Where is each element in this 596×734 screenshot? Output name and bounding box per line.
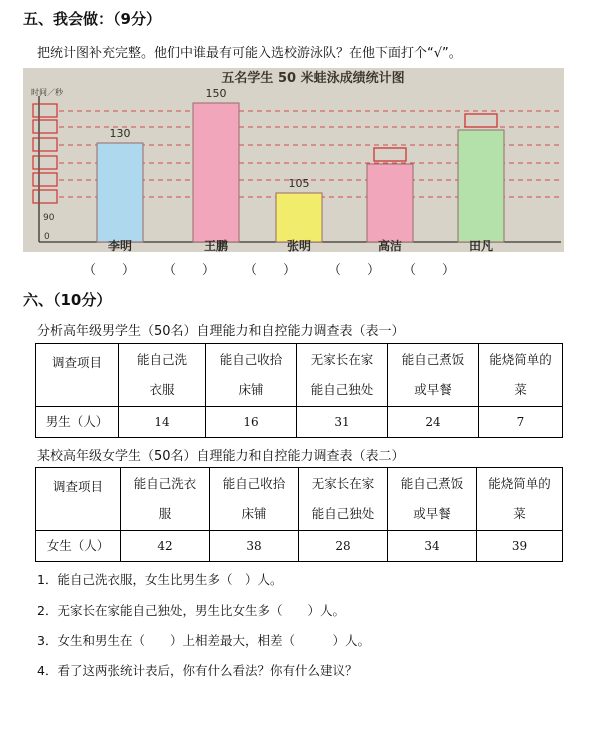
boys-survey-table bbox=[35, 343, 563, 438]
header-line: 服 bbox=[158, 506, 172, 521]
chart-y-label: 时间／秒 bbox=[31, 88, 63, 97]
header-line: 床铺 bbox=[241, 506, 267, 521]
table-cell: 39 bbox=[477, 531, 563, 562]
swim-chart bbox=[23, 68, 564, 252]
chart-bar-4 bbox=[367, 164, 413, 242]
table-header-cell bbox=[388, 468, 477, 531]
table-header-row bbox=[36, 344, 563, 407]
header-line: 无家长在家 bbox=[311, 476, 375, 491]
section5-title: 五、我会做：（9分） bbox=[23, 10, 161, 28]
chart-bar-1 bbox=[97, 143, 143, 242]
table-header-cell bbox=[210, 468, 299, 531]
table-header-cell bbox=[206, 344, 297, 407]
table-header-cell bbox=[119, 344, 206, 407]
table-row bbox=[36, 407, 563, 438]
girls-survey-table bbox=[35, 467, 563, 562]
table-row bbox=[36, 531, 563, 562]
chart-bar-2 bbox=[193, 103, 239, 242]
table-cell: 42 bbox=[121, 531, 210, 562]
header-line: 能自己煮饭 bbox=[400, 476, 464, 491]
header-line: 或早餐 bbox=[413, 506, 451, 521]
answer-paren-1[interactable]: （ ） bbox=[83, 263, 136, 278]
swim-chart-svg bbox=[23, 68, 564, 252]
chart-value-label-1: 130 bbox=[109, 127, 131, 140]
question-3: 3．女生和男生在（ ）上相差最大，相差（ ）人。 bbox=[37, 633, 370, 648]
table-cell: 34 bbox=[388, 531, 477, 562]
table-header-cell bbox=[121, 468, 210, 531]
chart-value-label-2: 150 bbox=[205, 87, 227, 100]
section6-title: 六、（10分） bbox=[23, 291, 112, 309]
section5-instruction: 把统计图补充完整。他们中谁最有可能入选校游泳队？在他下面打个“√”。 bbox=[37, 46, 462, 61]
header-line: 能自己收拾 bbox=[219, 352, 283, 367]
header-line: 能自己独处 bbox=[311, 506, 375, 521]
answer-paren-3[interactable]: （ ） bbox=[244, 263, 297, 278]
table-header-cell bbox=[388, 344, 479, 407]
answer-paren-5[interactable]: （ ） bbox=[403, 263, 456, 278]
table1-caption: 分析高年级男学生（50名）自理能力和自控能力调查表（表一） bbox=[37, 324, 405, 339]
table-cell: 16 bbox=[206, 407, 297, 438]
header-line: 无家长在家 bbox=[310, 352, 374, 367]
chart-category-label-3: 张明 bbox=[286, 239, 312, 252]
table-cell: 38 bbox=[210, 531, 299, 562]
chart-value-label-3: 105 bbox=[288, 177, 310, 190]
chart-category-label-2: 王鹏 bbox=[203, 239, 229, 252]
header-line: 菜 bbox=[514, 382, 527, 397]
header-line: 能自己洗 bbox=[136, 352, 187, 367]
chart-title: 五名学生 50 米蛙泳成绩统计图 bbox=[221, 71, 405, 86]
table-header-cell bbox=[479, 344, 563, 407]
question-2: 2．无家长在家能自己独处，男生比女生多（ ）人。 bbox=[37, 603, 345, 618]
table-header-cell bbox=[299, 468, 388, 531]
table-cell: 14 bbox=[119, 407, 206, 438]
header-line: 衣服 bbox=[149, 382, 175, 397]
chart-bar-3 bbox=[276, 193, 322, 242]
table-header-row bbox=[36, 468, 563, 531]
answer-paren-2[interactable]: （ ） bbox=[163, 263, 216, 278]
chart-y-tick-90: 90 bbox=[43, 213, 55, 223]
header-line: 能烧简单的 bbox=[489, 352, 552, 367]
header-line: 能自己收拾 bbox=[222, 476, 286, 491]
table-header-cell bbox=[297, 344, 388, 407]
chart-y-tick-0: 0 bbox=[44, 232, 50, 242]
header-line: 能烧简单的 bbox=[488, 476, 551, 491]
header-line: 能自己煮饭 bbox=[401, 352, 465, 367]
table-header-cell: 调查项目 bbox=[36, 344, 119, 407]
table-cell: 28 bbox=[299, 531, 388, 562]
chart-bar-5 bbox=[458, 130, 504, 242]
table-header-cell: 调查项目 bbox=[36, 468, 121, 531]
row-label: 女生（人） bbox=[36, 531, 121, 562]
header-line: 菜 bbox=[513, 506, 526, 521]
table-cell: 7 bbox=[479, 407, 563, 438]
table2-caption: 某校高年级女学生（50名）自理能力和自控能力调查表（表二） bbox=[37, 449, 405, 464]
table-cell: 24 bbox=[388, 407, 479, 438]
header-line: 床铺 bbox=[238, 382, 264, 397]
table-cell: 31 bbox=[297, 407, 388, 438]
chart-category-label-1: 李明 bbox=[107, 239, 133, 252]
header-line: 或早餐 bbox=[414, 382, 452, 397]
table-header-cell bbox=[477, 468, 563, 531]
answer-paren-4[interactable]: （ ） bbox=[328, 263, 381, 278]
header-line: 能自己独处 bbox=[310, 382, 374, 397]
chart-category-label-5: 田凡 bbox=[468, 239, 494, 252]
question-1: 1．能自己洗衣服，女生比男生多（ ）人。 bbox=[37, 572, 283, 587]
row-label: 男生（人） bbox=[36, 407, 119, 438]
header-line: 能自己洗衣 bbox=[133, 476, 197, 491]
question-4: 4．看了这两张统计表后，你有什么看法？你有什么建议？ bbox=[37, 663, 358, 678]
chart-category-label-4: 高洁 bbox=[377, 239, 403, 252]
